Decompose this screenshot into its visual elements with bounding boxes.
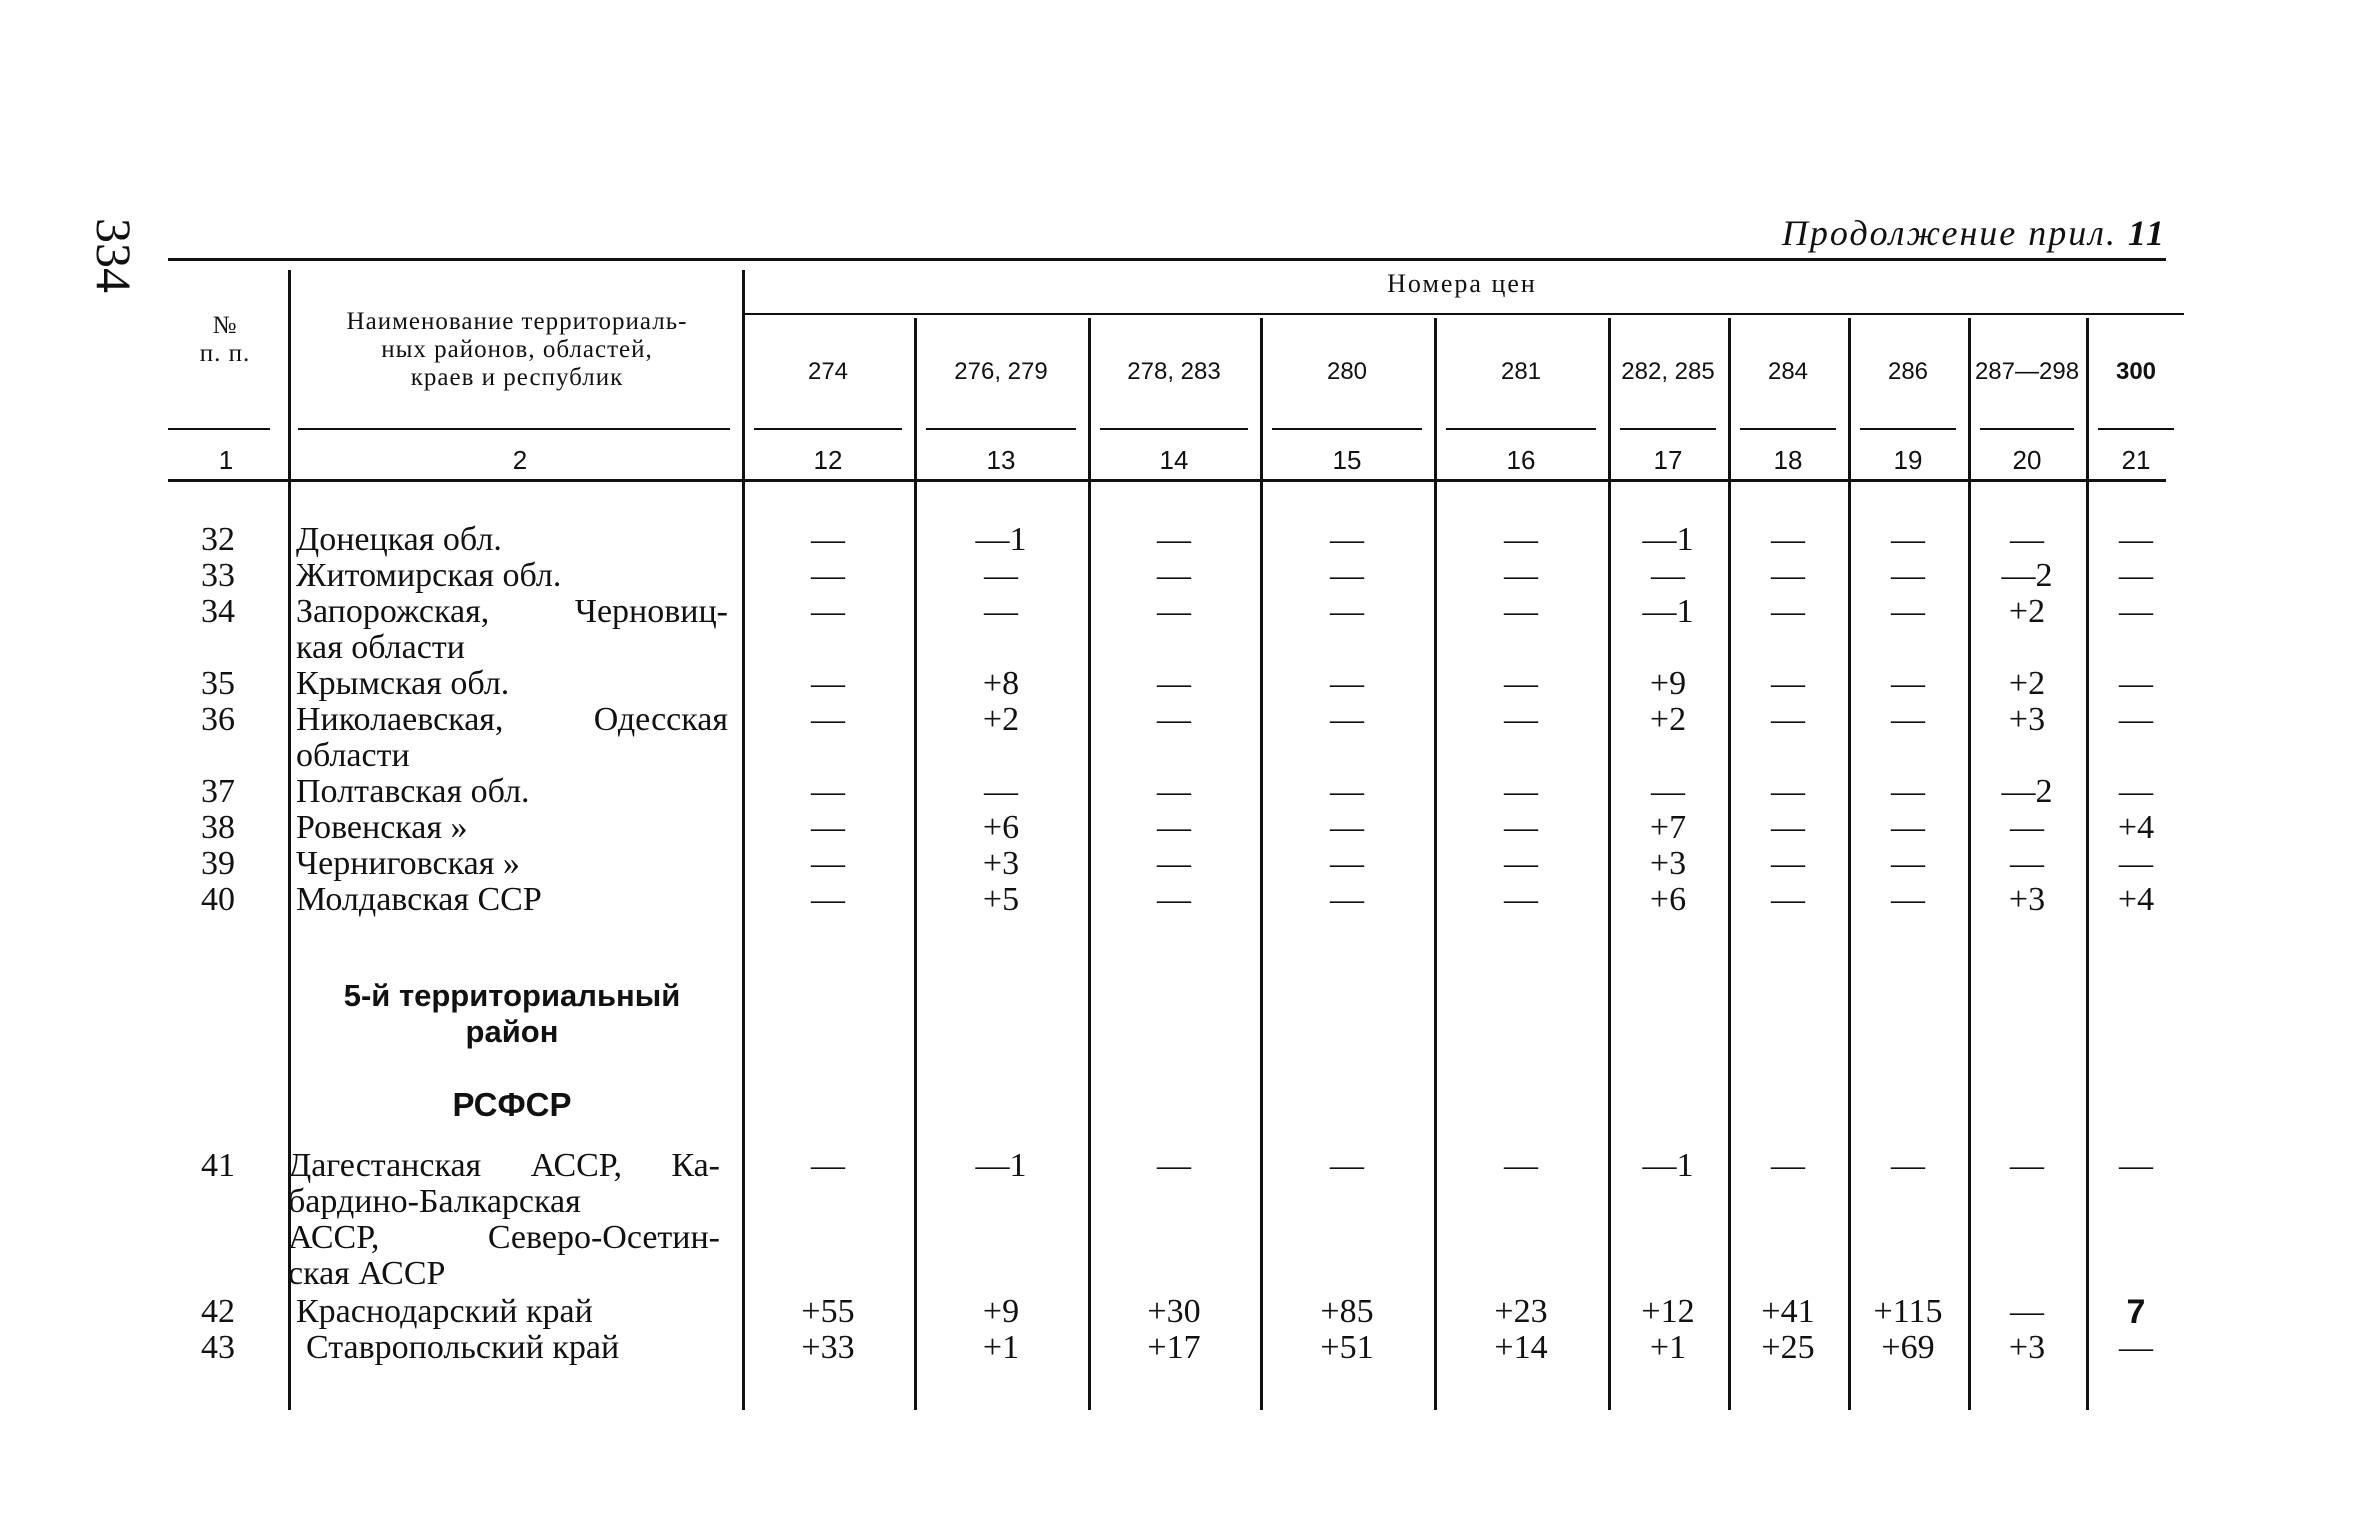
cell-value: — [1157,809,1191,846]
row-name-line: Запорожская, Черновиц- [296,593,728,630]
row-name-line: Крымская обл. [296,665,510,702]
cell-value: — [1771,701,1805,738]
cell-value: — [1157,773,1191,810]
column-number: 15 [1332,445,1362,475]
row-name-line: Николаевская, Одесская [296,701,728,738]
cell-value: — [1330,521,1364,558]
row-number: 34 [201,593,235,630]
heading-appendix-number: 11 [2127,213,2166,253]
header-name-label [294,308,740,392]
cell-value: — [1891,521,1925,558]
cell-value: — [1891,809,1925,846]
colnum-rule [1446,428,1596,430]
cell-value: +5 [982,881,1020,918]
row-name-line: ская АССР [288,1255,446,1292]
cell-value: — [1771,593,1805,630]
cell-value: — [1504,665,1538,702]
cell-value: —2 [2001,773,2053,810]
price-code-header: 286 [1887,358,1929,385]
cell-value: +1 [1649,1329,1687,1366]
cell-value: +12 [1641,1293,1695,1330]
cell-value: —1 [1642,521,1694,558]
price-code-header: 300 [2115,358,2157,385]
colnum-rule [2098,428,2174,430]
row-number: 39 [201,845,235,882]
colnum-rule [1860,428,1956,430]
cell-value: — [1157,593,1191,630]
cell-value: — [1771,665,1805,702]
cell-value: — [1157,1147,1191,1184]
cell-value: — [2119,701,2153,738]
cell-value: — [1891,557,1925,594]
cell-value: 7 [2126,1293,2146,1331]
cell-value: +7 [1649,809,1687,846]
cell-value: +25 [1761,1329,1815,1366]
cell-value: — [1330,773,1364,810]
row-name-line: Дагестанская АССР, Ка- [288,1147,720,1184]
cell-value: — [1157,521,1191,558]
cell-value: — [1330,701,1364,738]
row-number: 37 [201,773,235,810]
cell-value: —1 [975,521,1027,558]
cell-value: +2 [982,701,1020,738]
colnum-rule [1100,428,1248,430]
row-name-line: Краснодарский край [296,1293,593,1330]
cell-value: — [1330,593,1364,630]
cell-value: — [2119,665,2153,702]
cell-value: — [1651,773,1685,810]
cell-value: +2 [2008,593,2046,630]
colnum-rule [1980,428,2074,430]
page-number: 334 [86,218,142,293]
cell-value: — [2119,773,2153,810]
subsection-title: РСФСР [452,1086,572,1123]
cell-value: +23 [1494,1293,1548,1330]
cell-value: — [1891,665,1925,702]
cell-value: — [2010,1147,2044,1184]
cell-value: +14 [1494,1329,1548,1366]
cell-value: — [1891,845,1925,882]
cell-value: — [1771,773,1805,810]
cell-value: +2 [1649,701,1687,738]
price-code-header: 276, 279 [954,358,1048,385]
cell-value: — [1771,1147,1805,1184]
cell-value: — [1330,845,1364,882]
cell-value: +85 [1320,1293,1374,1330]
cell-value: — [1504,1147,1538,1184]
cell-value: — [2119,557,2153,594]
cell-value: +69 [1881,1329,1935,1366]
cell-value: — [1504,521,1538,558]
price-code-header: 278, 283 [1127,358,1221,385]
cell-value: — [1771,881,1805,918]
cell-value: +6 [982,809,1020,846]
cell-value: +4 [2117,809,2155,846]
row-name-line: Полтавская обл. [296,773,530,810]
cell-value: — [1157,557,1191,594]
cell-value: +3 [2008,881,2046,918]
colnum-rule [1272,428,1422,430]
header-name-line-3: краев и республик [410,364,624,391]
column-number: 2 [512,445,528,475]
continuation-heading [1782,212,2166,254]
cell-value: — [984,773,1018,810]
header-number-sign: № [212,312,238,339]
row-name-line: кая области [296,629,465,666]
cell-value: +4 [2117,881,2155,918]
cell-value: — [811,881,845,918]
row-number: 32 [201,521,235,558]
row-name-line: Житомирская обл. [296,557,562,594]
row-name-line: области [296,737,410,774]
cell-value: — [1504,881,1538,918]
price-code-header: 287—298 [1974,358,2080,385]
colnum-rule-1 [168,428,270,430]
cell-value: — [1504,701,1538,738]
cell-value: —1 [1642,1147,1694,1184]
cell-value: +3 [982,845,1020,882]
header-price-group: Номера цен [1387,269,1537,298]
cell-value: +41 [1761,1293,1815,1330]
cell-value: — [2119,1329,2153,1366]
row-number: 35 [201,665,235,702]
cell-value: — [1891,881,1925,918]
cell-value: +51 [1320,1329,1374,1366]
cell-value: +3 [2008,701,2046,738]
cell-value: +6 [1649,881,1687,918]
cell-value: +9 [982,1293,1020,1330]
row-number: 33 [201,557,235,594]
column-number: 18 [1773,445,1803,475]
cell-value: — [1891,1147,1925,1184]
row-name-line: бардино-Балкарская [288,1183,581,1220]
group-rule [742,313,2184,315]
row-number: 36 [201,701,235,738]
row-number: 42 [201,1293,235,1330]
row-name-line: Молдавская ССР [296,881,542,918]
column-number: 12 [813,445,843,475]
cell-value: —1 [1642,593,1694,630]
row-name-line: Донецкая обл. [296,521,502,558]
cell-value: — [1504,557,1538,594]
row-number: 41 [201,1147,235,1184]
colnum-rule [754,428,902,430]
section-title-line-1: 5-й территориальный [343,978,681,1013]
cell-value: — [1891,773,1925,810]
cell-value: — [2119,521,2153,558]
cell-value: — [1157,665,1191,702]
heading-text: Продолжение прил. [1781,213,2128,253]
cell-value: +30 [1147,1293,1201,1330]
cell-value: — [811,701,845,738]
cell-value: — [811,1147,845,1184]
cell-value: — [811,845,845,882]
cell-value: — [1771,557,1805,594]
header-number-label [170,312,280,368]
cell-value: — [2119,845,2153,882]
cell-value: +115 [1873,1293,1943,1330]
section-title-line-2: район [465,1014,559,1049]
row-name-line: Ставропольский край [306,1329,620,1366]
cell-value: — [1504,845,1538,882]
cell-value: — [2119,593,2153,630]
cell-value: +2 [2008,665,2046,702]
row-number: 40 [201,881,235,918]
header-number-abbr: п. п. [199,340,251,367]
column-number: 17 [1653,445,1683,475]
colnum-rule [1620,428,1716,430]
cell-value: — [1504,809,1538,846]
price-code-header: 282, 285 [1621,358,1715,385]
cell-value: — [811,809,845,846]
cell-value: —2 [2001,557,2053,594]
colnum-rule-2 [298,428,730,430]
cell-value: —1 [975,1147,1027,1184]
cell-value: +3 [2008,1329,2046,1366]
row-number: 43 [201,1329,235,1366]
price-code-header: 274 [807,358,849,385]
cell-value: — [811,773,845,810]
cell-value: — [2010,521,2044,558]
cell-value: +33 [801,1329,855,1366]
cell-value: — [1891,593,1925,630]
header-bottom-rule [168,479,2166,482]
cell-value: — [1771,521,1805,558]
cell-value: +9 [1649,665,1687,702]
section-title [296,978,728,1050]
colnum-rule [926,428,1076,430]
cell-value: — [1771,845,1805,882]
cell-value: — [1504,593,1538,630]
cell-value: — [2010,1293,2044,1330]
cell-value: +17 [1147,1329,1201,1366]
cell-value: — [1891,701,1925,738]
row-name-line: Черниговская » [296,845,520,882]
cell-value: — [1157,845,1191,882]
row-name-line: АССР, Северо-Осетин- [288,1219,720,1256]
header-name-line-2: ных районов, областей, [381,336,653,363]
column-number: 13 [986,445,1016,475]
price-code-header: 281 [1500,358,1542,385]
row-name-line: Ровенская » [296,809,468,846]
cell-value: +55 [801,1293,855,1330]
price-code-header: 284 [1767,358,1809,385]
cell-value: — [1771,809,1805,846]
cell-value: — [811,593,845,630]
price-code-header: 280 [1326,358,1368,385]
cell-value: — [2119,1147,2153,1184]
column-number: 19 [1893,445,1923,475]
cell-value: — [1330,809,1364,846]
column-number: 20 [2012,445,2042,475]
column-number: 14 [1159,445,1189,475]
cell-value: — [1330,881,1364,918]
cell-value: — [2010,845,2044,882]
cell-value: — [2010,809,2044,846]
column-number: 16 [1506,445,1536,475]
cell-value: — [811,665,845,702]
cell-value: — [1651,557,1685,594]
cell-value: +1 [982,1329,1020,1366]
colnum-rule [1740,428,1836,430]
column-number: 1 [218,445,234,475]
cell-value: — [1330,557,1364,594]
cell-value: — [1157,881,1191,918]
cell-value: +3 [1649,845,1687,882]
cell-value: — [811,521,845,558]
cell-value: — [811,557,845,594]
cell-value: — [1330,1147,1364,1184]
cell-value: — [1157,701,1191,738]
top-rule [168,258,2166,261]
cell-value: — [984,557,1018,594]
cell-value: +8 [982,665,1020,702]
cell-value: — [1330,665,1364,702]
column-number: 21 [2121,445,2151,475]
row-number: 38 [201,809,235,846]
cell-value: — [1504,773,1538,810]
cell-value: — [984,593,1018,630]
header-name-line-1: Наименование территориаль- [346,308,688,335]
